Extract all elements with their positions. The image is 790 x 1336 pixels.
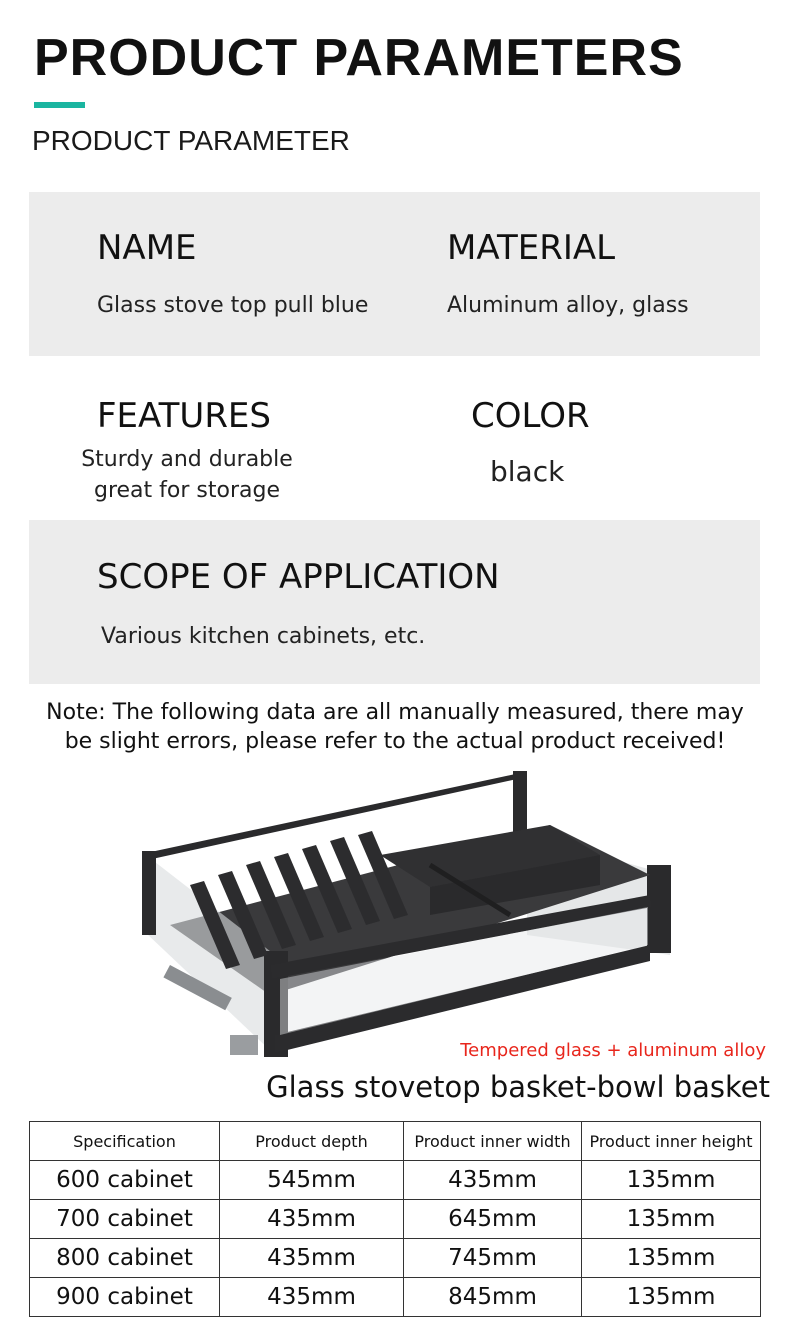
- col-header: Product depth: [220, 1122, 404, 1161]
- col-header: Product inner height: [582, 1122, 761, 1161]
- table-cell: 700 cabinet: [30, 1200, 220, 1239]
- accent-bar: [34, 102, 85, 108]
- spec-table: [29, 1121, 761, 1317]
- table-cell: 135mm: [582, 1239, 761, 1278]
- note-line-2: be slight errors, please refer to the actual product received!: [64, 729, 726, 754]
- material-caption: Tempered glass + aluminum alloy: [460, 1040, 766, 1061]
- params-panel-scope: [29, 520, 760, 684]
- table-cell: 745mm: [404, 1239, 582, 1278]
- name-value: Glass stove top pull blue: [97, 293, 369, 318]
- product-image: [130, 765, 680, 1085]
- features-heading: FEATURES: [97, 396, 272, 436]
- table-cell: 900 cabinet: [30, 1278, 220, 1317]
- table-cell: 135mm: [582, 1200, 761, 1239]
- measurement-note: [20, 698, 770, 756]
- color-heading: COLOR: [471, 396, 590, 436]
- features-value-line1: Sturdy and durable: [81, 447, 293, 472]
- table-cell: 645mm: [404, 1200, 582, 1239]
- page-subtitle: PRODUCT PARAMETER: [32, 125, 350, 156]
- product-caption: Glass stovetop basket-bowl basket: [266, 1070, 770, 1104]
- page-title: PRODUCT PARAMETERS: [34, 29, 684, 87]
- table-cell: 800 cabinet: [30, 1239, 220, 1278]
- table-row: [30, 1278, 761, 1317]
- material-value: Aluminum alloy, glass: [447, 293, 689, 318]
- table-row: [30, 1161, 761, 1200]
- table-cell: 135mm: [582, 1161, 761, 1200]
- scope-value: Various kitchen cabinets, etc.: [101, 624, 426, 649]
- scope-heading: SCOPE OF APPLICATION: [97, 557, 500, 597]
- table-cell: 435mm: [220, 1239, 404, 1278]
- table-cell: 435mm: [404, 1161, 582, 1200]
- features-value-line2: great for storage: [94, 478, 280, 503]
- table-cell: 435mm: [220, 1200, 404, 1239]
- name-heading: NAME: [97, 228, 197, 268]
- spec-table-header: [30, 1122, 761, 1161]
- table-cell: 135mm: [582, 1278, 761, 1317]
- material-heading: MATERIAL: [447, 228, 616, 268]
- col-header: Product inner width: [404, 1122, 582, 1161]
- table-cell: 545mm: [220, 1161, 404, 1200]
- col-header: Specification: [30, 1122, 220, 1161]
- params-panel-top: [29, 192, 760, 356]
- table-row: [30, 1239, 761, 1278]
- color-value: black: [490, 455, 565, 488]
- table-cell: 845mm: [404, 1278, 582, 1317]
- table-cell: 600 cabinet: [30, 1161, 220, 1200]
- table-cell: 435mm: [220, 1278, 404, 1317]
- note-line-1: Note: The following data are all manually measured, there may: [46, 700, 744, 725]
- table-row: [30, 1200, 761, 1239]
